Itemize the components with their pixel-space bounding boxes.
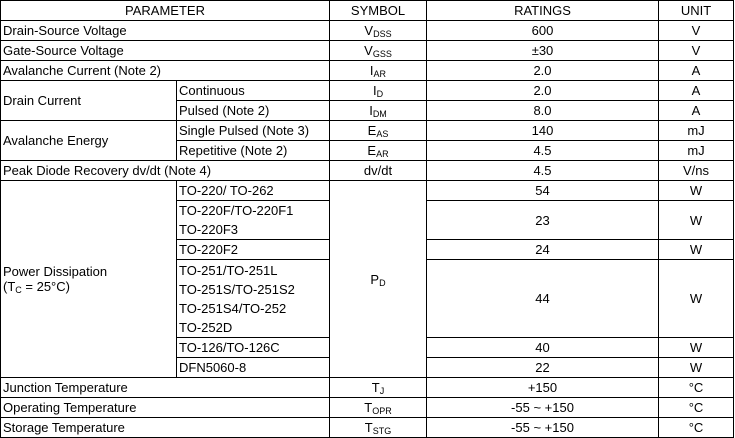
unit-tj: °C	[659, 378, 734, 398]
table-row	[1, 121, 734, 141]
rating-pd-to220f2: 24	[427, 240, 659, 260]
table-row	[1, 418, 734, 438]
package-to220f2: TO-220F2	[177, 240, 330, 260]
header-unit: UNIT	[659, 1, 734, 21]
table-row	[1, 41, 734, 61]
table-row	[1, 161, 734, 181]
power-dissipation-condition: $(T_C = 25^\circ C)$	[3, 279, 70, 295]
rating-id: 2.0	[427, 81, 659, 101]
table-row	[1, 81, 734, 101]
cond-continuous: Continuous	[177, 81, 330, 101]
rating-iar: 2.0	[427, 61, 659, 81]
unit-pd-to220f2: W	[659, 240, 734, 260]
symbol-eas: $E_{AS}$	[330, 121, 427, 141]
rating-vdss: 600	[427, 21, 659, 41]
symbol-topr: $T_{OPR}$	[330, 398, 427, 418]
unit-tstg: °C	[659, 418, 734, 438]
unit-pd-to220: W	[659, 181, 734, 201]
table-row	[1, 378, 734, 398]
rating-tj: +150	[427, 378, 659, 398]
param-drain-current: Drain Current	[1, 81, 177, 121]
header-symbol: SYMBOL	[330, 1, 427, 21]
unit-vdss: V	[659, 21, 734, 41]
cond-single-pulsed: Single Pulsed (Note 3)	[177, 121, 330, 141]
rating-pd-to220f: 23	[427, 201, 659, 240]
symbol-id: $I_D$	[330, 81, 427, 101]
rating-pd-to251: 44	[427, 260, 659, 338]
power-dissipation-label: Power Dissipation	[3, 264, 108, 279]
unit-ear: mJ	[659, 141, 734, 161]
table-row	[1, 21, 734, 41]
package-dfn5060: DFN5060-8	[177, 358, 330, 378]
header-parameter: PARAMETER	[1, 1, 330, 21]
symbol-tstg: $T_{STG}$	[330, 418, 427, 438]
param-junction-temperature: Junction Temperature	[1, 378, 330, 398]
rating-pd-to220: 54	[427, 181, 659, 201]
unit-iar: A	[659, 61, 734, 81]
rating-pd-to126: 40	[427, 338, 659, 358]
symbol-idm: $I_{DM}$	[330, 101, 427, 121]
rating-idm: 8.0	[427, 101, 659, 121]
rating-ear: 4.5	[427, 141, 659, 161]
package-to251: TO-251/TO-251L TO-251S/TO-251S2 TO-251S4/TO-252 TO-252D	[177, 260, 330, 338]
symbol-tj: $T_J$	[330, 378, 427, 398]
unit-eas: mJ	[659, 121, 734, 141]
param-peak-diode-recovery: Peak Diode Recovery dv/dt (Note 4)	[1, 161, 330, 181]
symbol-iar: $I_{AR}$	[330, 61, 427, 81]
unit-vgss: V	[659, 41, 734, 61]
cond-pulsed: Pulsed (Note 2)	[177, 101, 330, 121]
unit-dvdt: V/ns	[659, 161, 734, 181]
table-row	[1, 181, 734, 201]
symbol-dvdt: dv/dt	[330, 161, 427, 181]
symbol-vgss: $V_{GSS}$	[330, 41, 427, 61]
rating-eas: 140	[427, 121, 659, 141]
table-row	[1, 61, 734, 81]
param-avalanche-current: Avalanche Current (Note 2)	[1, 61, 330, 81]
header-row	[1, 1, 734, 21]
unit-topr: °C	[659, 398, 734, 418]
cond-repetitive: Repetitive (Note 2)	[177, 141, 330, 161]
param-gate-source-voltage: Gate-Source Voltage	[1, 41, 330, 61]
rating-tstg: -55 ~ +150	[427, 418, 659, 438]
symbol-pd: $P_D$	[330, 181, 427, 378]
param-operating-temperature: Operating Temperature	[1, 398, 330, 418]
unit-idm: A	[659, 101, 734, 121]
table-row	[1, 398, 734, 418]
rating-topr: -55 ~ +150	[427, 398, 659, 418]
header-ratings: RATINGS	[427, 1, 659, 21]
rating-dvdt: 4.5	[427, 161, 659, 181]
param-power-dissipation	[1, 181, 177, 378]
unit-pd-to220f: W	[659, 201, 734, 240]
rating-pd-dfn5060: 22	[427, 358, 659, 378]
rating-vgss: ±30	[427, 41, 659, 61]
param-avalanche-energy: Avalanche Energy	[1, 121, 177, 161]
package-to220f: TO-220F/TO-220F1 TO-220F3	[177, 201, 330, 240]
param-drain-source-voltage: Drain-Source Voltage	[1, 21, 330, 41]
unit-pd-to251: W	[659, 260, 734, 338]
unit-id: A	[659, 81, 734, 101]
unit-pd-dfn5060: W	[659, 358, 734, 378]
symbol-ear: $E_{AR}$	[330, 141, 427, 161]
unit-pd-to126: W	[659, 338, 734, 358]
package-to220: TO-220/ TO-262	[177, 181, 330, 201]
param-storage-temperature: Storage Temperature	[1, 418, 330, 438]
symbol-vdss: $V_{DSS}$	[330, 21, 427, 41]
package-to126: TO-126/TO-126C	[177, 338, 330, 358]
